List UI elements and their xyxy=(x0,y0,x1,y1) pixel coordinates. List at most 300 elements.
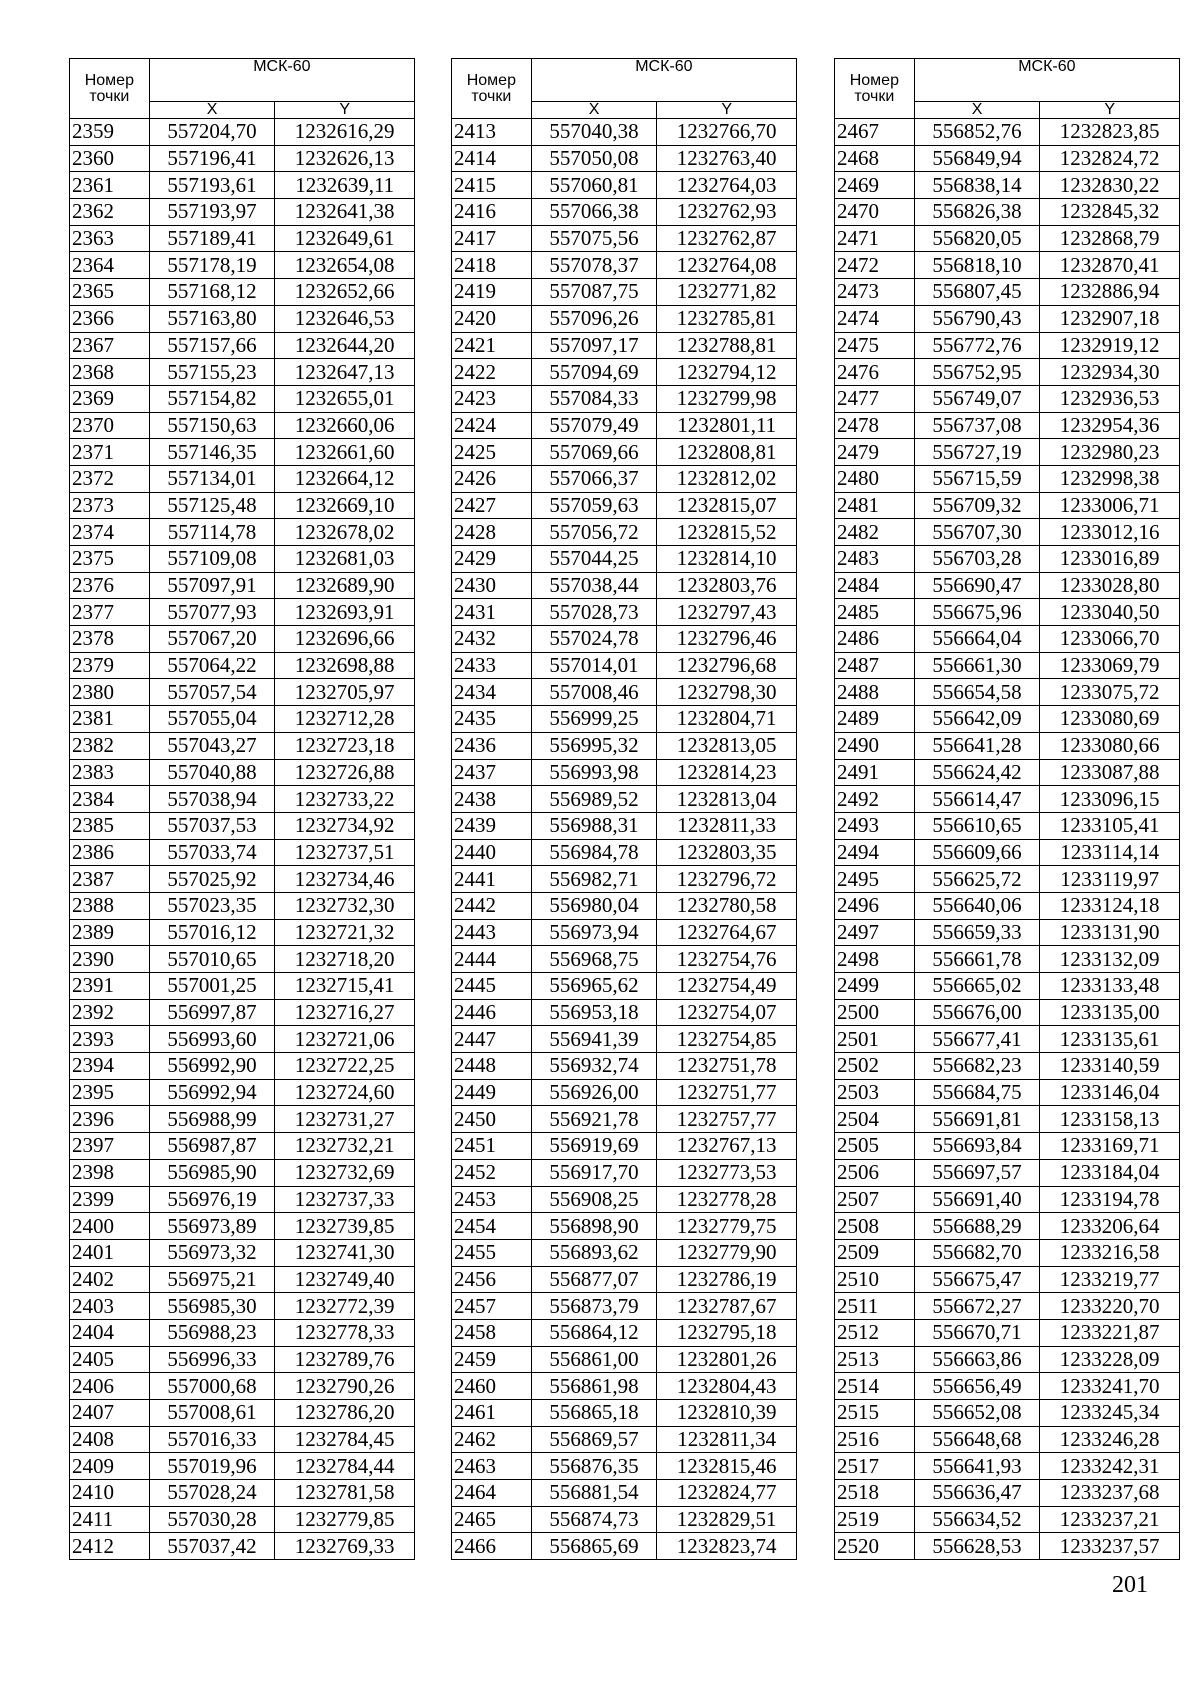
y-coordinate-cell: 1232771,82 xyxy=(657,279,797,306)
table-row xyxy=(452,1319,797,1346)
y-coordinate-cell: 1233237,68 xyxy=(1040,1480,1180,1507)
point-number-cell: 2496 xyxy=(835,892,915,919)
point-number-cell: 2497 xyxy=(835,919,915,946)
point-number-cell: 2468 xyxy=(835,145,915,172)
table-row xyxy=(452,812,797,839)
table-row xyxy=(452,1533,797,1560)
x-coordinate-cell: 556656,49 xyxy=(914,1373,1040,1400)
x-coordinate-cell: 556877,07 xyxy=(531,1266,657,1293)
y-coordinate-cell: 1232804,43 xyxy=(657,1373,797,1400)
y-coordinate-cell: 1232796,46 xyxy=(657,626,797,653)
y-coordinate-cell: 1233087,88 xyxy=(1040,759,1180,786)
y-coordinate-cell: 1233006,71 xyxy=(1040,492,1180,519)
point-number-cell: 2395 xyxy=(70,1079,150,1106)
table-row xyxy=(835,332,1180,359)
y-coordinate-cell: 1233184,04 xyxy=(1040,1159,1180,1186)
y-coordinate-cell: 1232664,12 xyxy=(275,465,415,492)
point-number-cell: 2396 xyxy=(70,1106,150,1133)
x-coordinate-cell: 557094,69 xyxy=(531,359,657,386)
x-coordinate-cell: 556838,14 xyxy=(914,172,1040,199)
table-row xyxy=(835,812,1180,839)
x-coordinate-cell: 557178,19 xyxy=(149,252,275,279)
table-row xyxy=(70,1239,415,1266)
point-number-cell: 2487 xyxy=(835,652,915,679)
x-coordinate-cell: 557037,53 xyxy=(149,812,275,839)
x-coordinate-cell: 557079,49 xyxy=(531,412,657,439)
y-coordinate-cell: 1233237,57 xyxy=(1040,1533,1180,1560)
coordinates-table-3 xyxy=(834,58,1180,1560)
table-row xyxy=(70,572,415,599)
table-row xyxy=(835,1079,1180,1106)
y-coordinate-cell: 1232815,52 xyxy=(657,519,797,546)
table-row xyxy=(835,652,1180,679)
x-coordinate-cell: 556988,31 xyxy=(531,812,657,839)
table-row xyxy=(70,866,415,893)
x-coordinate-cell: 557038,44 xyxy=(531,572,657,599)
x-coordinate-cell: 556641,28 xyxy=(914,732,1040,759)
point-number-cell: 2465 xyxy=(452,1506,532,1533)
x-coordinate-cell: 557155,23 xyxy=(149,359,275,386)
x-coordinate-cell: 556881,54 xyxy=(531,1480,657,1507)
point-number-cell: 2413 xyxy=(452,119,532,146)
table-row xyxy=(452,572,797,599)
point-number-cell: 2514 xyxy=(835,1373,915,1400)
coordinate-system-header: МСК-60 xyxy=(149,59,414,102)
y-coordinate-cell: 1232778,28 xyxy=(657,1186,797,1213)
y-coordinate-cell: 1232654,08 xyxy=(275,252,415,279)
point-number-cell: 2455 xyxy=(452,1239,532,1266)
x-coordinate-cell: 557001,25 xyxy=(149,973,275,1000)
x-coordinate-cell: 557084,33 xyxy=(531,385,657,412)
table-row xyxy=(452,359,797,386)
x-coordinate-cell: 556852,76 xyxy=(914,119,1040,146)
table-row xyxy=(70,332,415,359)
table-row xyxy=(835,599,1180,626)
y-coordinate-cell: 1232796,72 xyxy=(657,866,797,893)
point-number-cell: 2479 xyxy=(835,439,915,466)
point-number-cell: 2485 xyxy=(835,599,915,626)
y-coordinate-cell: 1232868,79 xyxy=(1040,225,1180,252)
x-coordinate-cell: 556663,86 xyxy=(914,1346,1040,1373)
y-coordinate-cell: 1232754,07 xyxy=(657,999,797,1026)
x-coordinate-cell: 557077,93 xyxy=(149,599,275,626)
y-coordinate-cell: 1232762,87 xyxy=(657,225,797,252)
point-number-cell: 2459 xyxy=(452,1346,532,1373)
x-coordinate-cell: 557030,28 xyxy=(149,1506,275,1533)
y-coordinate-cell: 1232652,66 xyxy=(275,279,415,306)
y-coordinate-cell: 1232732,30 xyxy=(275,892,415,919)
table-row xyxy=(452,519,797,546)
x-coordinate-cell: 556953,18 xyxy=(531,999,657,1026)
x-coordinate-cell: 556659,33 xyxy=(914,919,1040,946)
point-number-cell: 2452 xyxy=(452,1159,532,1186)
table-row xyxy=(452,839,797,866)
table-row xyxy=(835,412,1180,439)
y-coordinate-cell: 1233245,34 xyxy=(1040,1400,1180,1427)
point-number-cell: 2507 xyxy=(835,1186,915,1213)
table-row xyxy=(835,225,1180,252)
y-coordinate-cell: 1232641,38 xyxy=(275,199,415,226)
y-coordinate-cell: 1232732,69 xyxy=(275,1159,415,1186)
y-coordinate-cell: 1233135,00 xyxy=(1040,999,1180,1026)
point-number-cell: 2486 xyxy=(835,626,915,653)
table-row xyxy=(835,1213,1180,1240)
y-coordinate-cell: 1233080,66 xyxy=(1040,732,1180,759)
table-row xyxy=(70,385,415,412)
point-number-cell: 2461 xyxy=(452,1400,532,1427)
y-coordinate-cell: 1232723,18 xyxy=(275,732,415,759)
point-number-cell: 2490 xyxy=(835,732,915,759)
x-coordinate-cell: 557008,46 xyxy=(531,679,657,706)
y-column-header: Y xyxy=(275,102,415,119)
point-number-cell: 2387 xyxy=(70,866,150,893)
point-number-header: Номер точки xyxy=(70,59,150,119)
table-row xyxy=(452,892,797,919)
table-row xyxy=(70,305,415,332)
point-number-cell: 2365 xyxy=(70,279,150,306)
table-row xyxy=(70,1400,415,1427)
x-coordinate-cell: 556675,96 xyxy=(914,599,1040,626)
x-coordinate-cell: 556873,79 xyxy=(531,1293,657,1320)
x-coordinate-cell: 556988,23 xyxy=(149,1319,275,1346)
point-number-cell: 2453 xyxy=(452,1186,532,1213)
x-coordinate-cell: 557044,25 xyxy=(531,546,657,573)
point-number-cell: 2451 xyxy=(452,1133,532,1160)
x-coordinate-cell: 557008,61 xyxy=(149,1400,275,1427)
point-number-cell: 2447 xyxy=(452,1026,532,1053)
x-coordinate-cell: 556614,47 xyxy=(914,786,1040,813)
point-number-cell: 2520 xyxy=(835,1533,915,1560)
y-coordinate-cell: 1232689,90 xyxy=(275,572,415,599)
point-number-cell: 2500 xyxy=(835,999,915,1026)
table-row xyxy=(835,1533,1180,1560)
x-coordinate-cell: 556648,68 xyxy=(914,1426,1040,1453)
table-row xyxy=(70,759,415,786)
table-row xyxy=(70,279,415,306)
x-coordinate-cell: 557010,65 xyxy=(149,946,275,973)
x-coordinate-cell: 557037,42 xyxy=(149,1533,275,1560)
table-row xyxy=(70,1026,415,1053)
y-coordinate-cell: 1232731,27 xyxy=(275,1106,415,1133)
table-row xyxy=(835,1319,1180,1346)
y-coordinate-cell: 1232803,35 xyxy=(657,839,797,866)
table-row xyxy=(835,359,1180,386)
x-coordinate-cell: 557059,63 xyxy=(531,492,657,519)
x-coordinate-cell: 556610,65 xyxy=(914,812,1040,839)
point-number-cell: 2388 xyxy=(70,892,150,919)
x-coordinate-cell: 557096,26 xyxy=(531,305,657,332)
y-coordinate-cell: 1233124,18 xyxy=(1040,892,1180,919)
table-row xyxy=(70,839,415,866)
y-coordinate-cell: 1232814,23 xyxy=(657,759,797,786)
table-row xyxy=(452,305,797,332)
point-number-cell: 2495 xyxy=(835,866,915,893)
y-coordinate-cell: 1232705,97 xyxy=(275,679,415,706)
y-coordinate-cell: 1232830,22 xyxy=(1040,172,1180,199)
table-row xyxy=(452,145,797,172)
point-number-cell: 2515 xyxy=(835,1400,915,1427)
x-coordinate-cell: 557028,24 xyxy=(149,1480,275,1507)
point-number-cell: 2366 xyxy=(70,305,150,332)
point-number-cell: 2439 xyxy=(452,812,532,839)
table-row xyxy=(452,279,797,306)
x-coordinate-cell: 557193,61 xyxy=(149,172,275,199)
table-body xyxy=(835,119,1180,1560)
table-row xyxy=(835,1506,1180,1533)
point-number-cell: 2434 xyxy=(452,679,532,706)
point-number-cell: 2449 xyxy=(452,1079,532,1106)
point-number-cell: 2372 xyxy=(70,465,150,492)
table-row xyxy=(70,1079,415,1106)
x-coordinate-cell: 556664,04 xyxy=(914,626,1040,653)
table-row xyxy=(70,1426,415,1453)
table-row xyxy=(835,892,1180,919)
y-coordinate-cell: 1232794,12 xyxy=(657,359,797,386)
table-row xyxy=(70,892,415,919)
point-number-cell: 2414 xyxy=(452,145,532,172)
point-number-cell: 2512 xyxy=(835,1319,915,1346)
x-column-header: X xyxy=(914,102,1040,119)
y-coordinate-cell: 1232796,68 xyxy=(657,652,797,679)
x-coordinate-cell: 557040,38 xyxy=(531,119,657,146)
x-coordinate-cell: 556992,90 xyxy=(149,1053,275,1080)
table-row xyxy=(70,1159,415,1186)
y-column-header: Y xyxy=(1040,102,1180,119)
x-coordinate-cell: 556682,23 xyxy=(914,1053,1040,1080)
x-coordinate-cell: 557066,37 xyxy=(531,465,657,492)
x-coordinate-cell: 556807,45 xyxy=(914,279,1040,306)
table-row xyxy=(70,546,415,573)
point-number-cell: 2382 xyxy=(70,732,150,759)
table-row xyxy=(452,1213,797,1240)
x-coordinate-cell: 556941,39 xyxy=(531,1026,657,1053)
point-number-cell: 2416 xyxy=(452,199,532,226)
y-coordinate-cell: 1233220,70 xyxy=(1040,1293,1180,1320)
y-coordinate-cell: 1232751,77 xyxy=(657,1079,797,1106)
y-coordinate-cell: 1232813,04 xyxy=(657,786,797,813)
y-coordinate-cell: 1232780,58 xyxy=(657,892,797,919)
point-number-cell: 2489 xyxy=(835,706,915,733)
table-row xyxy=(835,385,1180,412)
x-coordinate-cell: 556624,42 xyxy=(914,759,1040,786)
y-coordinate-cell: 1233158,13 xyxy=(1040,1106,1180,1133)
point-number-cell: 2454 xyxy=(452,1213,532,1240)
point-number-cell: 2509 xyxy=(835,1239,915,1266)
table-row xyxy=(452,225,797,252)
x-coordinate-cell: 557000,68 xyxy=(149,1373,275,1400)
table-row xyxy=(452,1133,797,1160)
y-coordinate-cell: 1232773,53 xyxy=(657,1159,797,1186)
table-row xyxy=(452,1053,797,1080)
table-row xyxy=(835,679,1180,706)
x-coordinate-cell: 557196,41 xyxy=(149,145,275,172)
y-coordinate-cell: 1232693,91 xyxy=(275,599,415,626)
x-coordinate-cell: 556861,98 xyxy=(531,1373,657,1400)
x-coordinate-cell: 556999,25 xyxy=(531,706,657,733)
table-row xyxy=(70,465,415,492)
point-number-cell: 2450 xyxy=(452,1106,532,1133)
table-row xyxy=(70,1133,415,1160)
y-coordinate-cell: 1232778,33 xyxy=(275,1319,415,1346)
x-coordinate-cell: 556690,47 xyxy=(914,572,1040,599)
table-row xyxy=(452,199,797,226)
table-row xyxy=(835,759,1180,786)
point-number-cell: 2441 xyxy=(452,866,532,893)
y-coordinate-cell: 1232870,41 xyxy=(1040,252,1180,279)
y-coordinate-cell: 1232804,71 xyxy=(657,706,797,733)
point-number-cell: 2511 xyxy=(835,1293,915,1320)
table-row xyxy=(452,999,797,1026)
point-number-cell: 2418 xyxy=(452,252,532,279)
point-number-cell: 2424 xyxy=(452,412,532,439)
point-number-cell: 2425 xyxy=(452,439,532,466)
point-number-cell: 2384 xyxy=(70,786,150,813)
table-row xyxy=(70,1266,415,1293)
table-row xyxy=(452,439,797,466)
point-number-cell: 2473 xyxy=(835,279,915,306)
point-number-cell: 2370 xyxy=(70,412,150,439)
y-coordinate-cell: 1232661,60 xyxy=(275,439,415,466)
x-coordinate-cell: 556820,05 xyxy=(914,225,1040,252)
y-coordinate-cell: 1233119,97 xyxy=(1040,866,1180,893)
point-number-cell: 2400 xyxy=(70,1213,150,1240)
point-number-cell: 2368 xyxy=(70,359,150,386)
table-row xyxy=(452,172,797,199)
table-row xyxy=(70,919,415,946)
point-number-cell: 2376 xyxy=(70,572,150,599)
table-row xyxy=(835,546,1180,573)
y-coordinate-cell: 1233237,21 xyxy=(1040,1506,1180,1533)
x-coordinate-cell: 556982,71 xyxy=(531,866,657,893)
point-number-cell: 2518 xyxy=(835,1480,915,1507)
table-row xyxy=(835,465,1180,492)
x-coordinate-cell: 556995,32 xyxy=(531,732,657,759)
y-coordinate-cell: 1233105,41 xyxy=(1040,812,1180,839)
point-number-header: Номер точки xyxy=(835,59,915,119)
x-coordinate-cell: 556869,57 xyxy=(531,1426,657,1453)
y-coordinate-cell: 1232788,81 xyxy=(657,332,797,359)
y-coordinate-cell: 1232724,60 xyxy=(275,1079,415,1106)
y-coordinate-cell: 1232734,92 xyxy=(275,812,415,839)
point-number-cell: 2411 xyxy=(70,1506,150,1533)
x-coordinate-cell: 556864,12 xyxy=(531,1319,657,1346)
point-number-cell: 2505 xyxy=(835,1133,915,1160)
x-coordinate-cell: 556749,07 xyxy=(914,385,1040,412)
y-coordinate-cell: 1233216,58 xyxy=(1040,1239,1180,1266)
x-coordinate-cell: 556676,00 xyxy=(914,999,1040,1026)
x-coordinate-cell: 556818,10 xyxy=(914,252,1040,279)
x-coordinate-cell: 556634,52 xyxy=(914,1506,1040,1533)
point-number-cell: 2406 xyxy=(70,1373,150,1400)
point-number-cell: 2445 xyxy=(452,973,532,1000)
y-coordinate-cell: 1232698,88 xyxy=(275,652,415,679)
y-coordinate-cell: 1232726,88 xyxy=(275,759,415,786)
x-coordinate-cell: 556697,57 xyxy=(914,1159,1040,1186)
y-coordinate-cell: 1232823,85 xyxy=(1040,119,1180,146)
coordinates-table-2 xyxy=(451,58,797,1560)
table-row xyxy=(70,732,415,759)
y-coordinate-cell: 1232907,18 xyxy=(1040,305,1180,332)
point-number-cell: 2432 xyxy=(452,626,532,653)
point-number-cell: 2397 xyxy=(70,1133,150,1160)
x-coordinate-cell: 556772,76 xyxy=(914,332,1040,359)
point-number-cell: 2385 xyxy=(70,812,150,839)
x-coordinate-cell: 556709,32 xyxy=(914,492,1040,519)
x-coordinate-cell: 557028,73 xyxy=(531,599,657,626)
x-coordinate-cell: 557125,48 xyxy=(149,492,275,519)
table-row xyxy=(452,1266,797,1293)
x-coordinate-cell: 557097,17 xyxy=(531,332,657,359)
y-coordinate-cell: 1232764,08 xyxy=(657,252,797,279)
x-coordinate-cell: 556727,19 xyxy=(914,439,1040,466)
x-coordinate-cell: 556661,78 xyxy=(914,946,1040,973)
point-number-cell: 2401 xyxy=(70,1239,150,1266)
table-row xyxy=(70,973,415,1000)
table-row xyxy=(835,1426,1180,1453)
y-coordinate-cell: 1233146,04 xyxy=(1040,1079,1180,1106)
table-row xyxy=(452,626,797,653)
point-number-cell: 2446 xyxy=(452,999,532,1026)
y-coordinate-cell: 1233241,70 xyxy=(1040,1373,1180,1400)
point-number-cell: 2463 xyxy=(452,1453,532,1480)
y-coordinate-cell: 1232749,40 xyxy=(275,1266,415,1293)
table-row xyxy=(452,706,797,733)
table-row xyxy=(70,786,415,813)
x-coordinate-cell: 556973,94 xyxy=(531,919,657,946)
y-coordinate-cell: 1233075,72 xyxy=(1040,679,1180,706)
point-number-cell: 2443 xyxy=(452,919,532,946)
x-coordinate-cell: 557114,78 xyxy=(149,519,275,546)
point-number-cell: 2504 xyxy=(835,1106,915,1133)
table-row xyxy=(835,1453,1180,1480)
x-coordinate-cell: 556874,73 xyxy=(531,1506,657,1533)
x-coordinate-cell: 556973,32 xyxy=(149,1239,275,1266)
table-row xyxy=(452,1506,797,1533)
y-coordinate-cell: 1233131,90 xyxy=(1040,919,1180,946)
y-coordinate-cell: 1232741,30 xyxy=(275,1239,415,1266)
table-row xyxy=(452,1026,797,1053)
point-number-cell: 2409 xyxy=(70,1453,150,1480)
table-row xyxy=(70,1293,415,1320)
x-coordinate-cell: 557075,56 xyxy=(531,225,657,252)
point-number-cell: 2394 xyxy=(70,1053,150,1080)
x-coordinate-cell: 556988,99 xyxy=(149,1106,275,1133)
y-coordinate-cell: 1232721,06 xyxy=(275,1026,415,1053)
point-number-cell: 2431 xyxy=(452,599,532,626)
point-number-cell: 2499 xyxy=(835,973,915,1000)
table-row xyxy=(452,1079,797,1106)
table-row xyxy=(452,759,797,786)
point-number-cell: 2378 xyxy=(70,626,150,653)
y-coordinate-cell: 1232797,43 xyxy=(657,599,797,626)
table-row xyxy=(835,1480,1180,1507)
x-coordinate-cell: 556675,47 xyxy=(914,1266,1040,1293)
y-coordinate-cell: 1232764,03 xyxy=(657,172,797,199)
table-row xyxy=(452,1293,797,1320)
y-coordinate-cell: 1232810,39 xyxy=(657,1400,797,1427)
table-row xyxy=(70,172,415,199)
table-row xyxy=(452,1426,797,1453)
y-coordinate-cell: 1232737,33 xyxy=(275,1186,415,1213)
y-coordinate-cell: 1232808,81 xyxy=(657,439,797,466)
x-coordinate-cell: 556921,78 xyxy=(531,1106,657,1133)
y-coordinate-cell: 1232998,38 xyxy=(1040,465,1180,492)
table-row xyxy=(70,1373,415,1400)
point-number-cell: 2363 xyxy=(70,225,150,252)
y-coordinate-cell: 1232886,94 xyxy=(1040,279,1180,306)
y-coordinate-cell: 1232647,13 xyxy=(275,359,415,386)
y-coordinate-cell: 1232824,72 xyxy=(1040,145,1180,172)
